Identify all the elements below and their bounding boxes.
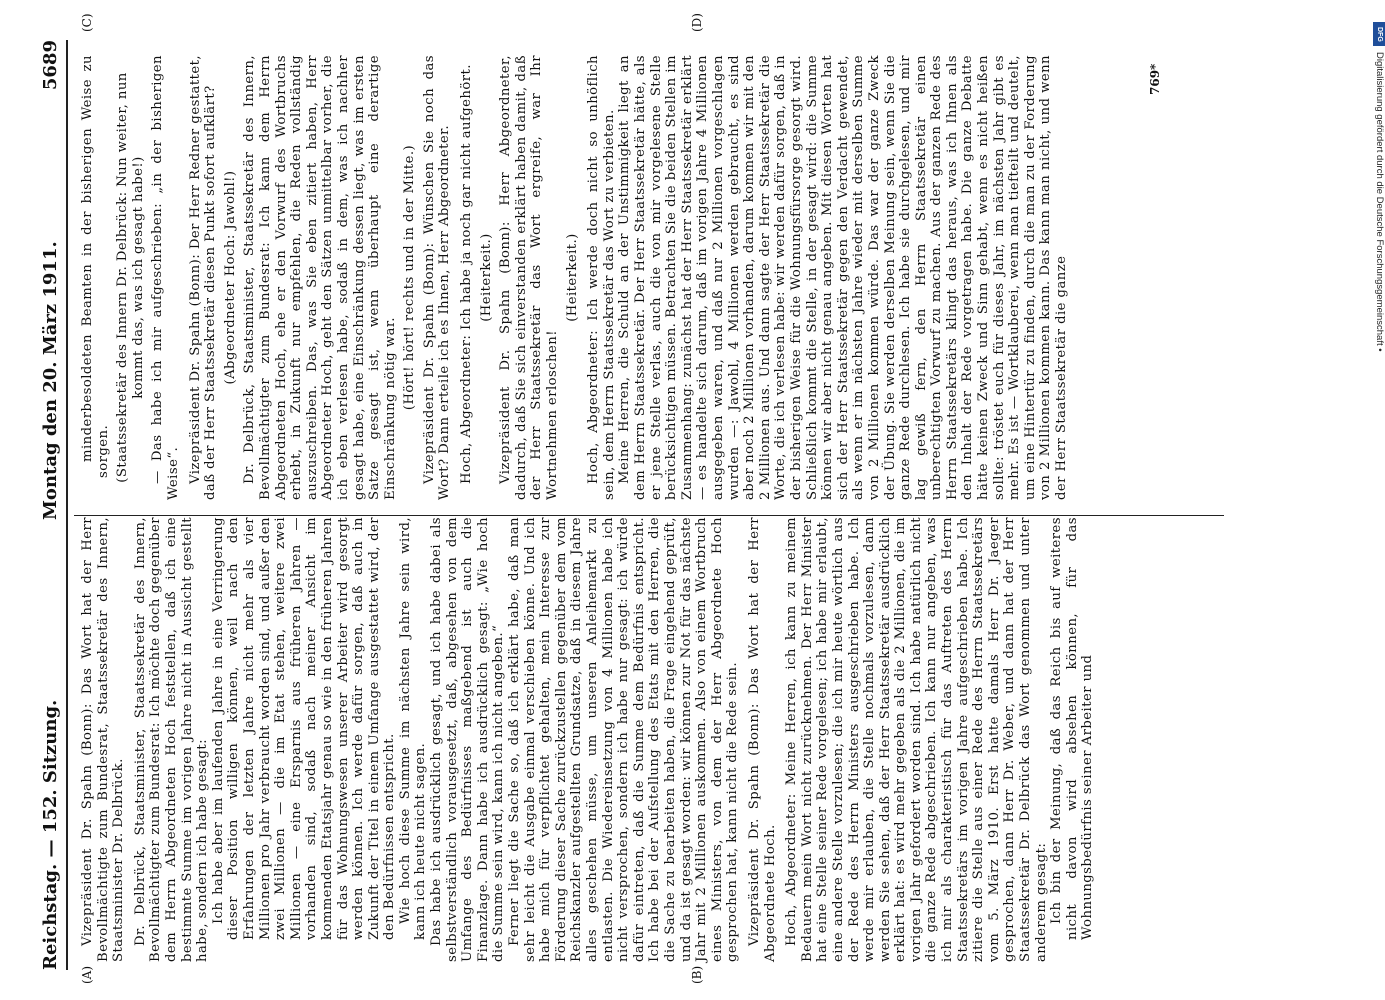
margin-marker-c: (C)	[80, 13, 94, 32]
margin-marker-a: (A)	[80, 965, 94, 984]
header-date: Montag den 20. März 1911.	[40, 241, 61, 520]
right-column	[80, 55, 1070, 500]
paragraph: minderbesoldeten Beamten in der bisherigen Weise zu sorgen.	[80, 55, 111, 478]
signature-mark: 769*	[1148, 63, 1162, 95]
paragraph: Hoch, Abgeordneter: Ich habe ja noch gar nicht aufgehört.	[459, 64, 475, 484]
quote-paragraph: Ich bin der Meinung, daß das Reich bis auf weiteres nicht davon wird absehen können, für das Wohnungsbedürfnis seiner Arbeiter und	[1049, 517, 1096, 940]
paragraph: Meine Herren, die Schuld an der Unstimmigkeit liegt an dem Herrn Staatssekretär. Der Herr Staatssekretär hätte, als er jene Stelle verlas, auch die von mir vorgelesene Stelle berücksichtigen müssen. Betrachten Sie die beiden Stellen im Zusammenhang: zunächst hat der Herr Staatssekretär erklärt — es handelte sich darum, daß im vorigen Jahre 4 Millionen ausgegeben waren, und daß nur 2 Millionen vorgeschlagen wurden —: Jawohl, 4 Millionen werden gebraucht, es sind aber noch 2 Millionen vorhanden, darum kommen wir mit den 2 Millionen aus. Und dann sagte der Herr Staatssekretär die Worte, die ich verlesen habe: wir werden dafür sorgen, daß in der bisherigen Weise für die Wohnungsfürsorge gesorgt wird. Schließlich kommt die Stelle, in der gesagt wird: die Summe können wir aber nicht genau angeben. Mit diesen Worten hat sich der Herr Staatssekretär gegen den Verdacht gewendet, als wenn er im nächsten Jahre wieder mit derselben Summe von 2 Millionen kommen würde. Das war der ganze Zweck der Übung. Sie werden derselben Meinung sein, wenn Sie die ganze Rede durchlesen. Ich habe sie durchgelesen, und mir lag gewiß fern, den Herrn Staatssekretär einen unberechtigten Vorwurf zu machen. Aus der ganzen Rede des Herrn Staatssekretärs klingt das heraus, was ich Ihnen als den Inhalt der Rede vorgetragen habe. Die ganze Debatte hätte keinen Zweck und Sinn gehabt, wenn es nicht heißen sollte: tröstet euch für dieses Jahr, im nächsten Jahr gibt es mehr. Es ist — Wortklauberei, wenn man tiefteilt und deutelt, um eine Hintertür zu finden, durch die man zu der Forderung von 2 Millionen kommen kann. Das kann man nicht, und wenn der Herr Staatssekretär die ganze	[617, 55, 1070, 500]
paragraph: Vizepräsident Dr. Spahn (Bonn): Der Herr Redner gestattet, daß der Herr Staatssekretär diesen Punkt sofort aufklärt?	[187, 55, 219, 500]
header-rule	[66, 40, 68, 970]
margin-marker-b: (B)	[690, 965, 704, 984]
dfg-credit-text: Digitalisierung gefördert durch die Deutsche Forschungsgemeinschaft •	[1374, 52, 1385, 352]
paragraph: Dr. Delbrück, Staatsminister, Staatssekretär des Innern, Bevollmächtigter zum Bundesrat: Ich kann dem Herrn Abgeordneten Hoch, ehe er den Vorwurf des Wortbruchs erhebt, in Zukunft nur empfehlen, die Reden vollständig auszuschreiben. Das, was Sie eben zitiert haben, Herr Abgeordneter Hoch, geht den Sätzen unmittelbar vorher, die ich eben verlesen habe, sodaß in dem, was ich nachher gesagt habe, eine Einschränkung dessen liegt, was im ersten Satze gesagt ist, wenn überhaupt eine derartige Einschränkung nötig war.	[242, 55, 398, 500]
paragraph: Hoch, Abgeordneter: Ich werde doch nicht so unhöflich sein, dem Herrn Staatssekretär das Wort zu verbieten.	[586, 55, 617, 500]
dfg-logo: DFG	[1373, 22, 1385, 46]
paragraph: Vizepräsident Dr. Spahn (Bonn): Das Wort hat der Herr Abgeordnete Hoch.	[746, 517, 778, 962]
header-page-number: 5689	[40, 40, 61, 91]
interjection: (Staatssekretär des Innern Dr. Delbrück: Nun weiter, nun kommt das, was ich gesagt habe!)	[115, 72, 146, 483]
interjection: (Heiterkeit.)	[478, 233, 494, 322]
paragraph: Vizepräsident Dr. Spahn (Bonn): Wünschen Sie noch das Wort? Dann erteile ich es Ihnen, Herr Abgeordneter.	[421, 55, 453, 500]
header-session: Reichstag. — 152. Sitzung.	[40, 699, 61, 970]
paragraph: Ferner liegt die Sache so, daß ich erklärt habe, daß man sehr leicht die Ausgabe einmal verschieben könne. Und ich habe mich für verpflichtet gehalten, mein Interesse zur Förderung dieser Sache zurückzustellen gegenüber dem vom Reichskanzler aufgestellten Grundsatze, daß in diesem Jahre alles geschehen müsse, um unseren Anleihemarkt zu entlasten. Die Wiedereinsetzung von 4 Millionen habe ich nicht versprochen, sondern ich habe nur gesagt: ich würde dafür eintreten, daß die Summe dem Bedürfnis entspricht. Ich habe bei der Aufstellung des Etats mit den Herren, die die Sache zu bearbeiten haben, die Frage eingehend geprüft, und da ist gesagt worden: wir können zur Not für das nächste Jahr mit 2 Millionen auskommen. Also von einem Wortbruch eines Ministers, von dem der Herr Abgeordnete Hoch gesprochen hat, kann nicht die Rede sein.	[507, 517, 741, 962]
left-column	[80, 517, 1096, 962]
paragraph: Dr. Delbrück, Staatsminister, Staatssekretär des Innern, Bevollmächtigter zum Bundesrat: Ich möchte doch gegenüber dem Herrn Abgeordneten Hoch feststellen, daß ich eine bestimmte Summe im vorigen Jahre nicht in Aussicht gestellt habe, sondern ich habe gesagt:	[132, 517, 211, 962]
quote-paragraph: Wie hoch diese Summe im nächsten Jahre sein wird, kann ich heute nicht sagen.	[397, 517, 429, 940]
paragraph: Vizepräsident Dr. Spahn (Bonn): Das Wort hat der Herr Bevollmächtigte zum Bundesrat, Staatssekretär des Innern, Staatsminister Dr. Delbrück.	[80, 517, 127, 962]
column-divider	[74, 515, 1224, 516]
interjection: (Heiterkeit.)	[564, 233, 580, 322]
paragraph: Das habe ich ausdrücklich gesagt, und ich habe dabei als selbstverständlich vorausgesetzt, daß, abgesehen von dem Umfange des Bedürfnisses maßgebend ist auch die Finanzlage. Dann habe ich ausdrücklich gesagt: „Wie hoch die Summe sein wird, kann ich nicht angeben.“	[429, 517, 507, 962]
interjection: (Abgeordneter Hoch: Jawohl!)	[222, 170, 238, 385]
margin-marker-d: (D)	[690, 13, 704, 32]
paragraph: Vizepräsident Dr. Spahn (Bonn): Herr Abgeordneter, dadurch, daß Sie sich einverstanden erklärt haben damit, daß der Herr Staatssekretär das Wort ergreife, war Ihr Wortnehmen erloschen!	[498, 55, 561, 500]
page-header	[40, 30, 62, 970]
paragraph: Hoch, Abgeordneter: Meine Herren, ich kann zu meinem Bedauern mein Wort nicht zurücknehmen. Der Herr Minister hat eine Stelle seiner Rede vorgelesen; ich habe mir erlaubt, eine andere Stelle vorzulesen; die ich mir heute wörtlich aus der Rede des Herrn Ministers ausgeschrieben habe. Ich werde mir erlauben, die Stelle nochmals vorzulesen, dann werden Sie sehen, daß der Herr Staatssekretär ausdrücklich erklärt hat: es wird mehr gegeben als die 2 Millionen, die im vorigen Jahr gefordert worden sind. Ich habe natürlich nicht die ganze Rede abgeschrieben. Ich kann nur angeben, was ich mir als charakteristisch für das Auftreten des Herrn Staatssekretärs im vorigen Jahre aufgeschrieben habe. Ich zitiere die Stelle aus einer Rede des Herrn Staatssekretärs vom 5. März 1910. Erst hatte damals Herr Dr. Jaeger gesprochen, dann Herr Dr. Weber, und dann hat der Herr Staatssekretär Dr. Delbrück das Wort genommen und unter anderem gesagt:	[784, 517, 1049, 962]
quote-paragraph: Ich habe aber im laufenden Jahre in eine Verringerung dieser Position willigen können, weil nach den Erfahrungen der letzten Jahre nicht mehr als vier Millionen pro Jahr verbraucht worden sind, und außer den zwei Millionen — die im Etat stehen, weitere zwei Millionen — eine Ersparnis aus früheren Jahren — vorhanden sind, sodaß nach meiner Ansicht im kommenden Etatsjahr genau so wie in den früheren Jahren für das Wohnungswesen unserer Arbeiter wird gesorgt werden können. Ich werde dafür sorgen, daß auch in Zukunft der Titel in einem Umfange ausgestattet wird, der den Bedürfnissen entspricht.	[210, 517, 398, 940]
dfg-credit-strip	[1371, 12, 1385, 988]
interjection: (Hört! hört! rechts und in der Mitte.)	[402, 144, 418, 411]
paragraph: — Das habe ich mir aufgeschrieben: „in der bisherigen Weise“.	[150, 55, 181, 500]
